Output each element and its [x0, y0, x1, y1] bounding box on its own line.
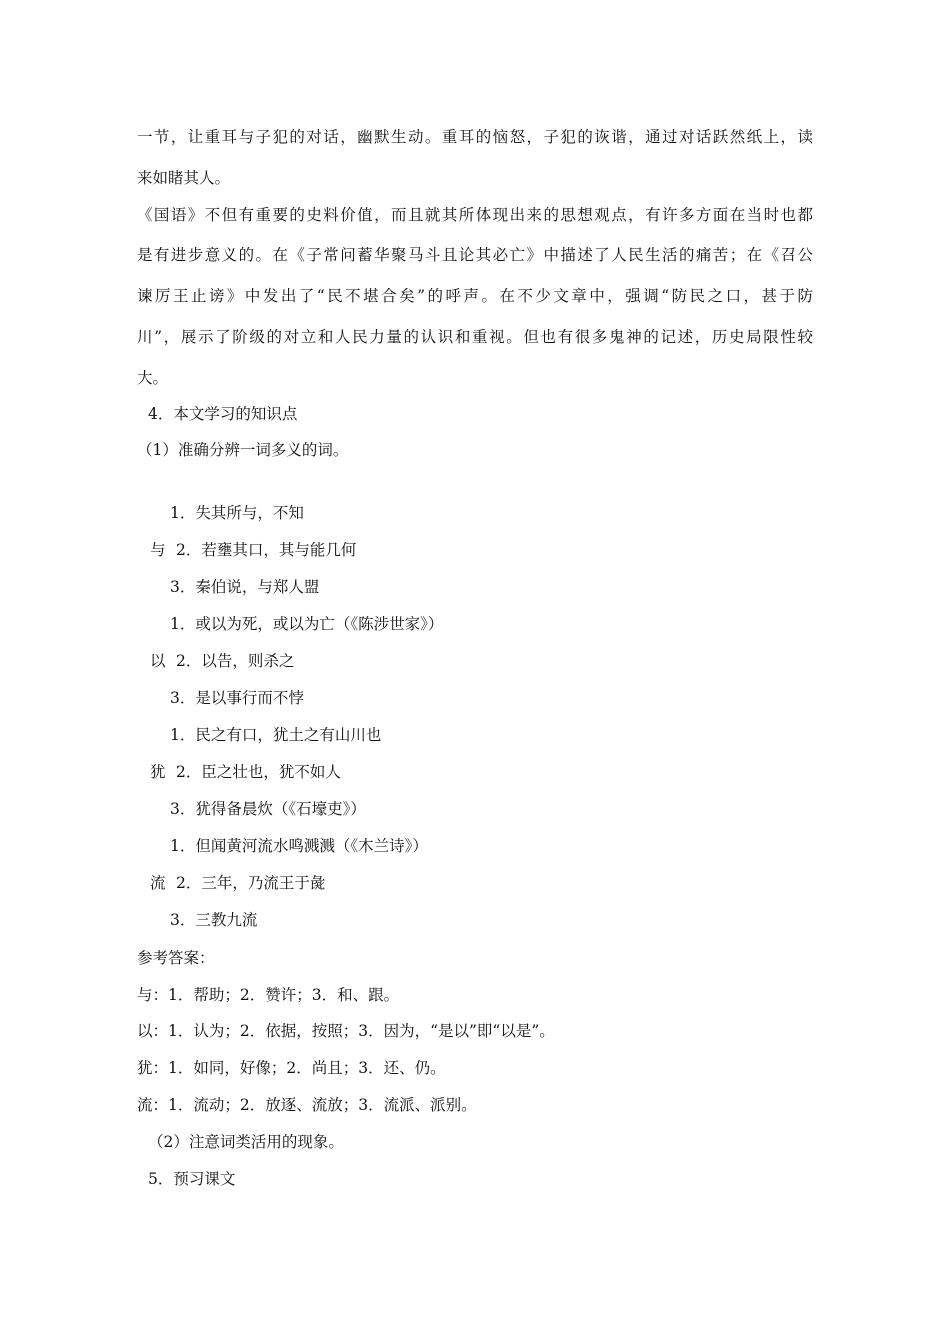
- example-liu-1: 1．但闻黄河流水鸣溅溅（《木兰诗》）: [170, 837, 428, 855]
- example-you-3: 3．犹得备晨炊（《石壕吏》）: [170, 800, 366, 818]
- example-you-1: 1．民之有口，犹土之有山川也: [170, 726, 382, 744]
- paragraph-1-line-2: 来如睹其人。: [137, 169, 231, 187]
- word-liu: 流: [150, 874, 166, 892]
- paragraph-2-line-4: 川”，展示了阶级的对立和人民力量的认识和重视。但也有很多鬼神的记述，历史局限性较: [137, 328, 813, 346]
- answer-you: 犹：1．如同，好像；2．尚且；3．还、仍。: [137, 1059, 446, 1077]
- section-4-heading: 4．本文学习的知识点: [148, 405, 298, 423]
- paragraph-2-line-2: 是有进步意义的。在《子常问蓄华聚马斗且论其必亡》中描述了人民生活的痛苦；在《召公: [137, 246, 813, 264]
- paragraph-2-line-1: 《国语》不但有重要的史料价值，而且就其所体现出来的思想观点，有许多方面在当时也都: [137, 206, 813, 224]
- paragraph-2-line-3: 谏厉王止谤》中发出了“民不堪合矣”的呼声。在不少文章中，强调“防民之口，甚于防: [137, 287, 813, 305]
- answer-yu: 与：1．帮助；2．赞许；3．和、跟。: [137, 986, 400, 1004]
- word-you: 犹: [150, 763, 166, 781]
- answers-heading: 参考答案：: [137, 949, 215, 967]
- answer-liu: 流：1．流动；2．放逐、流放；3．流派、派别。: [137, 1096, 477, 1114]
- section-5-heading: 5．预习课文: [148, 1170, 236, 1188]
- example-yi-1: 1．或以为死，或以为亡（《陈涉世家》）: [170, 615, 444, 633]
- word-yi: 以: [150, 652, 166, 670]
- example-yi-2: 2．以告，则杀之: [176, 652, 295, 670]
- example-yu-1: 1．失其所与，不知: [170, 504, 304, 522]
- example-you-2: 2．臣之壮也，犹不如人: [176, 763, 341, 781]
- answer-yi: 以：1．认为；2．依据，按照；3．因为，“是以”即“以是”。: [137, 1022, 555, 1040]
- example-yu-3: 3．秦伯说，与郑人盟: [170, 578, 320, 596]
- word-yu: 与: [150, 541, 166, 559]
- example-yu-2: 2．若壅其口，其与能几何: [176, 541, 357, 559]
- paragraph-2-line-5: 大。: [137, 369, 169, 387]
- item-1-heading: （1）准确分辨一词多义的词。: [137, 441, 349, 459]
- paragraph-1-line-1: 一节，让重耳与子犯的对话，幽默生动。重耳的恼怒，子犯的诙谐，通过对话跃然纸上，读: [137, 128, 813, 146]
- item-2-heading: （2）注意词类活用的现象。: [148, 1133, 344, 1151]
- example-yi-3: 3．是以事行而不悖: [170, 689, 304, 707]
- example-liu-3: 3．三教九流: [170, 911, 258, 929]
- example-liu-2: 2．三年，乃流王于彘: [176, 874, 326, 892]
